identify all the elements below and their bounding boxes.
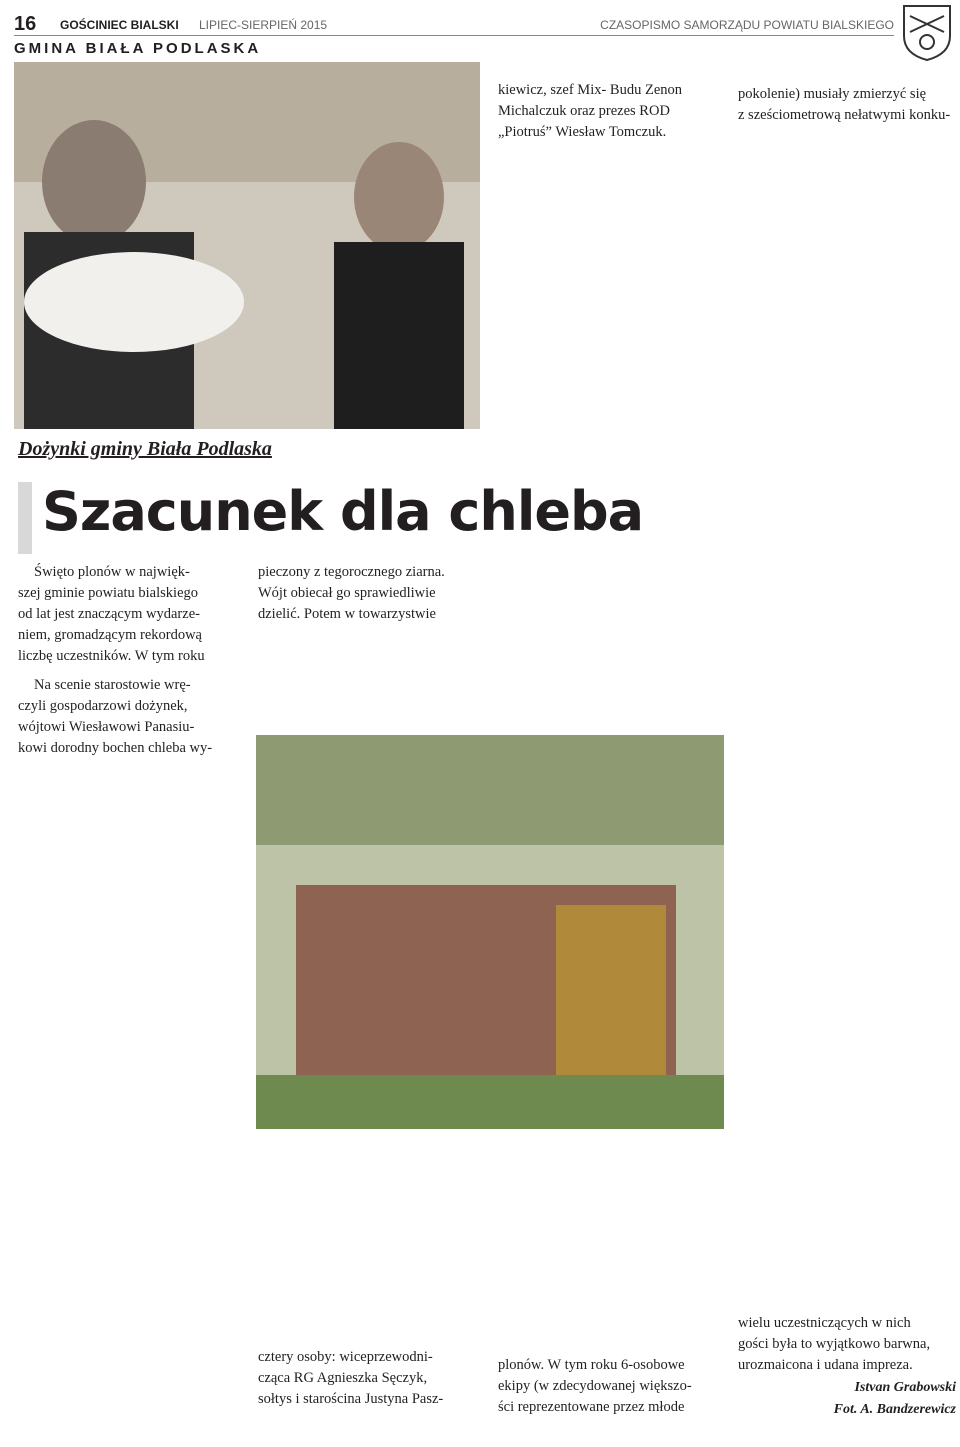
article-kicker: Dożynki gminy Biała Podlaska — [18, 438, 272, 460]
column-2-lower — [258, 1347, 476, 1410]
text-line: dzielić. Potem w towarzystwie — [258, 606, 436, 622]
text-line: liczbę uczestników. W tym roku — [18, 648, 205, 664]
text-line: sołtys i starościna Justyna Pasz- — [258, 1391, 444, 1407]
county-coat-of-arms-icon — [900, 2, 954, 62]
text-line: Święto plonów w najwięk- — [34, 564, 190, 580]
text-line: urozmaicona i udana impreza. — [738, 1357, 913, 1373]
text-line: kowi dorodny bochen chleba wy- — [18, 740, 213, 756]
text-line: szej gminie powiatu bialskiego — [18, 585, 199, 601]
text-line: od lat jest znaczącym wydarze- — [18, 606, 200, 622]
column-4-lower — [738, 1313, 956, 1376]
text-line: cząca RG Agnieszka Sęczyk, — [258, 1370, 428, 1386]
text-line: wójtowi Wiesławowi Panasiu- — [18, 719, 195, 735]
title-accent-bar — [18, 482, 32, 554]
text-line: niem, gromadzącym rekordową — [18, 627, 202, 643]
section-label: GMINA BIAŁA PODLASKA — [14, 40, 262, 57]
text-line: czyli gospodarzowi dożynek, — [18, 698, 188, 714]
text-line: kiewicz, szef Mix- Budu Zenon — [498, 82, 683, 98]
column-3 — [498, 80, 716, 143]
photo-officials-with-bread — [14, 62, 480, 429]
page-number: 16 — [14, 13, 37, 35]
column-1 — [18, 562, 236, 759]
newspaper-title: GOŚCINIEC BIALSKI — [60, 18, 179, 32]
text-line: „Piotruś” Wiesław Tomczuk. — [498, 124, 667, 140]
text-line: plonów. W tym roku 6-osobowe — [498, 1357, 685, 1373]
text-line: cztery osoby: wiceprzewodni- — [258, 1349, 433, 1365]
text-line: Wójt obiecał go sprawiedliwie — [258, 585, 436, 601]
column-3-lower — [498, 1355, 716, 1418]
text-line: ekipy (w zdecydowanej większo- — [498, 1378, 692, 1394]
photo-credit: Fot. A. Bandzerewicz — [833, 1402, 956, 1417]
magazine-subtitle: CZASOPISMO SAMORZĄDU POWIATU BIALSKIEGO — [600, 18, 894, 32]
text-line: pokolenie) musiały zmierzyć się — [738, 86, 927, 102]
text-line: Na scenie starostowie wrę- — [34, 677, 191, 693]
issue-date: LIPIEC-SIERPIEŃ 2015 — [199, 18, 328, 32]
text-line: gości była to wyjątkowo barwna, — [738, 1336, 931, 1352]
text-line: z sześciometrową nełatwymi konku- — [738, 107, 951, 123]
text-line: wielu uczestniczących w nich — [738, 1315, 911, 1331]
text-line: pieczony z tegorocznego ziarna. — [258, 564, 445, 580]
text-line: Michalczuk oraz prezes ROD — [498, 103, 670, 119]
article-title: Szacunek dla chleba — [42, 480, 644, 543]
header-rule — [14, 35, 894, 36]
page-header — [14, 10, 894, 36]
column-2 — [258, 562, 476, 625]
column-4 — [738, 84, 956, 126]
photo-folk-group — [256, 735, 724, 1129]
text-line: ści reprezentowane przez młode — [498, 1399, 685, 1415]
author-credit: Istvan Grabowski — [854, 1380, 956, 1395]
